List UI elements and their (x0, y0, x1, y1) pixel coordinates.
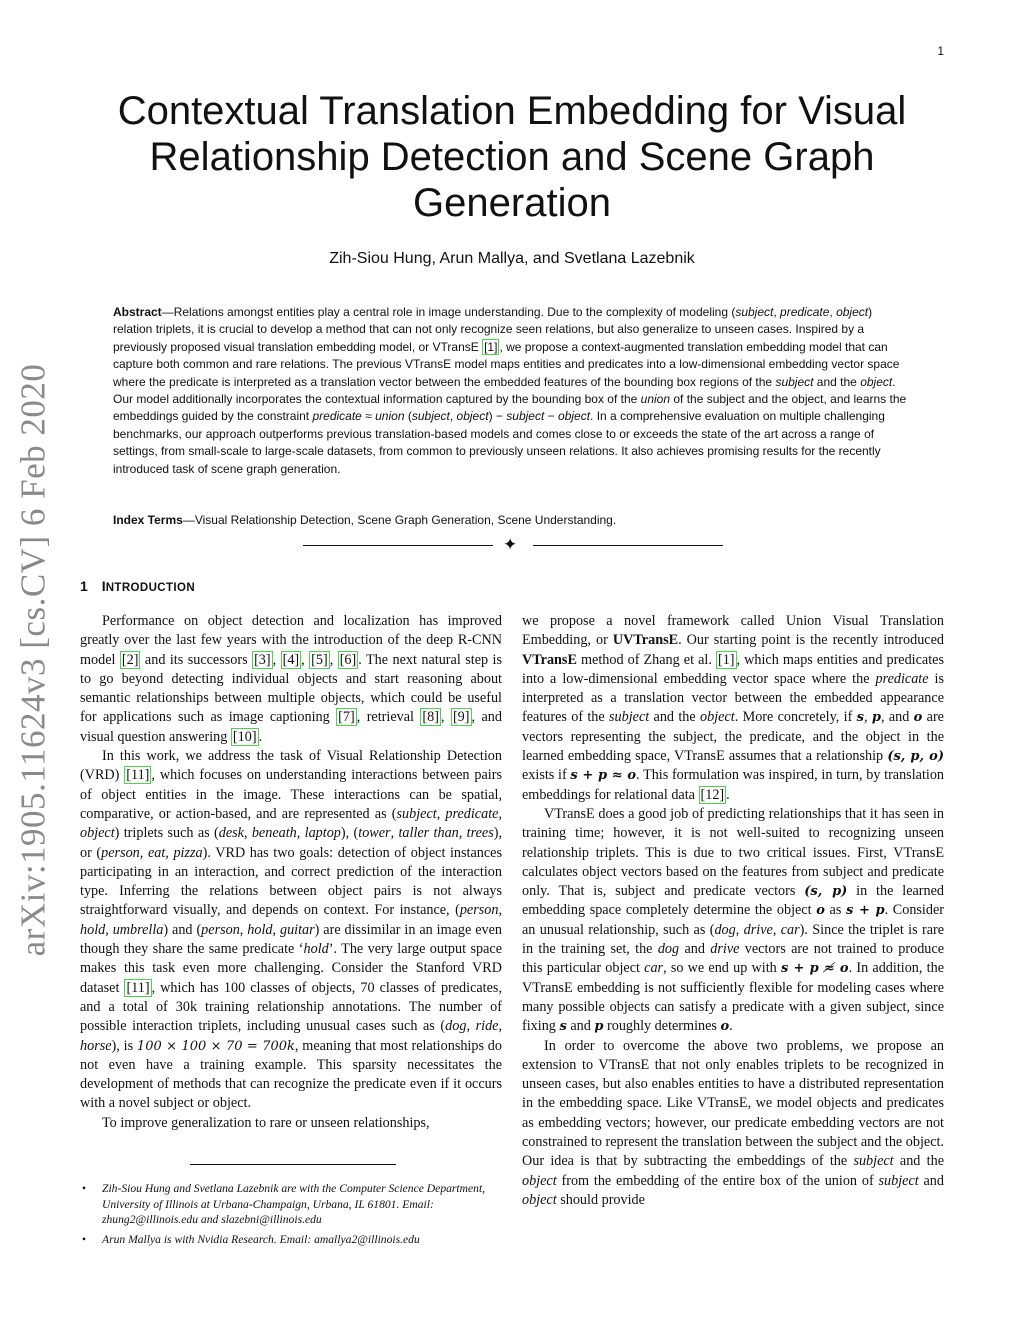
paragraph: VTransE does a good job of predicting relationships that it has seen in training time; however, it is not well-suited to recognizing unseen relationship triplets. This is due to two critical issues. First, VTransE calculates object vectors based on the features from subject and predicate only. That is, subject and predicate vectors (s, p) in the learned embedding space completely determine the object o as s + p. Consider an unusual relationship, such as (dog, drive, car). Since the triplet is rare in the training set, the dog and drive vectors are not trained to produce this particular object car, so we end up with s + p ≉ o. In addition, the VTransE embedding is not sufficiently flexible for modeling cases where many possible objects can satisfy a predicate with a given subject, since fixing s and p roughly determines o. (522, 805, 945, 1035)
index-terms-label: Index Terms (113, 513, 183, 527)
abstract-term: predicate (780, 305, 830, 319)
math-symbol: − (495, 409, 503, 424)
body-text: method of Zhang et al. (576, 651, 716, 668)
body-text: . The next natural step is to go beyond detecting individual objects and start reasoning about semantic relationships between multiple objects, which could be useful for applications such as image captioning (80, 651, 502, 726)
arxiv-identifier: arXiv:1905.11624v3 [cs.CV] 6 Feb 2020 (13, 363, 53, 957)
abstract-label: Abstract (113, 305, 162, 319)
body-text: . This formulation was inspired, in turn, by translation embeddings for relational data (522, 767, 945, 803)
author-list: Zih-Siou Hung, Arun Mallya, and Svetlana Lazebnik (329, 250, 695, 267)
italic-term: desk (218, 825, 244, 842)
italic-term: taller than (398, 825, 459, 842)
abstract-text: . In a comprehensive evaluation on multiple challenging benchmarks, our approach outperforms previous translation-based models and comes close to or exceeds the state of the art across a range of settings, from small-scale to large-scale datasets, from common to previously unseen relations. It also achieves promising results for the recently introduced task of scene graph generation. (113, 409, 885, 476)
citation-link[interactable]: [1] (484, 339, 498, 354)
math-symbol: p (871, 710, 881, 726)
paragraph: To improve generalization to rare or unseen relationships, (102, 1114, 430, 1131)
bold-term: UVTransE (612, 632, 679, 649)
citation-link[interactable]: [6] (339, 651, 357, 668)
body-text: , and (880, 709, 914, 726)
italic-term: subject (853, 1153, 894, 1170)
italic-term: hold (247, 921, 273, 938)
body-text: and the (893, 1153, 944, 1170)
body-text: ), is (111, 1037, 137, 1054)
bold-term: VTransE (522, 651, 577, 668)
abstract-term: union (640, 392, 671, 407)
paragraph: we propose a novel framework called Union Visual Translation Embedding, or UVTransE. Our starting point is the recently introduced VTransE method of Zhang et al. [1] , which maps entities and predicates into a low-dimensional embedding vector space where the predicate is interpreted as a translation vector between the embedded appearance features of the subject and the object. More concretely, if s, p, and o are vectors representing the subject, the predicate, and the object in the learned embedding space, VTransE assumes that a relationship (s, p, o) exists if s + p ≈ o. This formulation was inspired, in turn, by translation embeddings for relational data [12] . (522, 613, 945, 803)
italic-term: dog (714, 921, 736, 938)
footnote-affiliation (80, 1181, 502, 1228)
body-text: ) are dissimilar in an image even though they share the same predicate ‘ (80, 921, 503, 958)
body-text: In this work, we address the task of Visual Relationship Detection (VRD) (80, 748, 502, 784)
citation-link[interactable]: [3] (254, 651, 271, 668)
citation-link[interactable]: [4] (282, 651, 300, 668)
math-symbol: o (720, 1019, 730, 1035)
index-terms (113, 512, 913, 529)
section-number: 1 (80, 578, 88, 594)
italic-term: object (522, 1172, 557, 1189)
footnote-rule (190, 1164, 396, 1165)
right-column (522, 612, 944, 1210)
abstract-text: . Our model additionally incorporates the contextual information captured by the bounding box of the (113, 374, 896, 407)
math-symbol: o (816, 903, 825, 919)
abstract-term: subject (775, 374, 814, 389)
footnote-affiliation (80, 1232, 502, 1248)
body-text: , which maps entities and predicates into a low-dimensional embedding vector space where the (522, 651, 944, 687)
italic-term: drive (743, 921, 773, 938)
italic-term: person (201, 921, 240, 938)
body-text: we propose a novel framework called Union Visual Translation Embedding, or (522, 613, 944, 649)
italic-term: guitar (279, 921, 315, 938)
abstract-text: , we propose a context-augmented translation embedding model that can capture both common and rare relations. The previous VTransE model maps entities and predicates into a low-dimensional embedding vector space where the predicate is interpreted as a translation vector between the embedded features of the bounding box regions of the (113, 339, 900, 389)
body-text: ). Since the triplet is rare in the training set, the (522, 921, 945, 958)
body-text: ) triplets such as ( (114, 825, 219, 842)
abstract-term: object (456, 409, 489, 424)
separator-line (533, 545, 723, 546)
math-symbol: ≈ (365, 409, 372, 424)
body-text: , (440, 709, 451, 726)
body-text: and (679, 941, 711, 958)
body-text: ). VRD has two goals: detection of object instances participating in an interaction, and correct prediction of the interaction type. Inferring the relations between object pairs is not always straightforward visually, and depends on context. For instance, ( (80, 844, 502, 919)
math-symbol: s (559, 1019, 567, 1035)
paragraph (80, 612, 502, 747)
italic-term: car (644, 960, 664, 977)
body-text: and its successors (140, 651, 253, 668)
body-text: , (301, 651, 310, 668)
body-text: . (729, 1018, 733, 1035)
math-expression: s + p ≉ o (780, 961, 849, 977)
body-text: . More concretely, if (734, 709, 857, 726)
math-symbol: o (913, 710, 923, 726)
italic-term: beneath (251, 825, 297, 842)
italic-term: horse (80, 1037, 112, 1054)
citation-link[interactable]: [7] (338, 709, 355, 726)
italic-term: predicate (875, 670, 929, 687)
math-expression: s + p (846, 903, 885, 919)
italic-term: laptop (304, 825, 341, 842)
body-text: , (272, 651, 281, 668)
citation-link[interactable]: [10] (232, 728, 257, 745)
body-text: VTransE does a good job of predicting relationships that it has seen in training time; however, it is not well-suited to recognizing unseen relationship triplets. This is due to two critical issues. First, VTransE calculates object vectors based on the features from subject and predicate only. That is, subject and predicate vectors (522, 805, 944, 900)
italic-term: drive (710, 941, 740, 958)
math-expression: 100 × 100 × 70 = 700k (136, 1038, 295, 1054)
math-symbol: − (547, 409, 555, 424)
paragraph (522, 1037, 944, 1211)
italic-term: dog (445, 1018, 467, 1035)
separator-line (303, 545, 493, 546)
citation-link[interactable]: [11] (126, 767, 150, 784)
italic-term: dog (657, 941, 680, 958)
body-text: ’. The very large output space makes this task even more challenging. Consider the Stanford VRD dataset (80, 941, 502, 996)
bullet-icon: • (82, 1232, 87, 1246)
abstract-term: object (860, 374, 893, 389)
italic-term: object (522, 1191, 557, 1208)
italic-term: person (459, 902, 499, 919)
body-text: , (329, 651, 338, 668)
abstract-text: ) relation triplets, it is crucial to develop a method that can not only recognize seen relations, but also generalize to unseen cases. Inspired by a previously proposed visual translation embedding model, or VTransE (113, 305, 873, 354)
body-text: , which has 100 classes of objects, 70 classes of predicates, and a total of 30k training relationship annotations. The number of possible interaction triplets, including unusual cases such as ( (80, 979, 502, 1035)
footnote-text: Zih-Siou Hung and Svetlana Lazebnik are with the Computer Science Department, University of Illinois at Urbana-Champaign, Urbana, IL 61801. Email: zhung2@illinois.edu and slazebni@illinois.edu (102, 1182, 486, 1226)
citation-link[interactable]: [8] (422, 709, 439, 726)
italic-term: ride (475, 1018, 499, 1035)
italic-term: subject (396, 805, 437, 822)
italic-term: umbrella (112, 921, 164, 938)
body-text: , which focuses on understanding interactions between pairs of object entities in the image. These interactions can be spatial, comparative, or action-based, and are represented as ( (80, 767, 502, 822)
italic-term: hold (303, 941, 329, 958)
page-number: 1 (937, 44, 944, 58)
italic-term: subject (878, 1172, 919, 1189)
math-symbol: p (594, 1019, 604, 1035)
section-separator (303, 535, 723, 555)
abstract-term: object (558, 409, 591, 424)
body-text: vectors are not trained to produce this particular object (522, 941, 944, 977)
body-text: In order to overcome the above two problems, we propose an extension to VTransE that not only enables triplets to be recognized in unseen cases, but also enables entities to have a distributed representation in the embedding space. Like VTransE, we model objects and predicates as embedding vectors; however, our predicate embedding vectors are not constrained to represent the translation between the subject and the object. Our idea is that by subtracting the embeddings of the (522, 1037, 944, 1170)
italic-term: hold (80, 921, 106, 938)
math-expression: (s, p) (804, 884, 848, 900)
body-text: . (726, 786, 730, 803)
abstract-text: and the (813, 374, 861, 389)
body-text: and (918, 1172, 944, 1189)
italic-term: trees (466, 825, 494, 842)
paragraph: In this work, we address the task of Visual Relationship Detection (VRD) [11] , which focuses on understanding interactions between pairs of object entities in the image. These interactions can be spatial, comparative, or action-based, and are represented as (subject, predicate, object) triplets such as (desk, beneath, laptop), (tower, taller than, trees), or (person, eat, pizza). VRD has two goals: detection of object instances participating in an interaction, and correct prediction of the interaction type. Inferring the relations between object pairs is not always straightforward visually, and depends on context. For instance, (person, hold, umbrella) and (person, hold, guitar) are dissimilar in an image even though they share the same predicate ‘hold’. The very large output space makes this task even more challenging. Consider the Stanford VRD dataset [11] , which has 100 classes of objects, 70 classes of predicates, and a total of 30k training relationship annotations. The number of possible interaction triplets, including unusual cases such as (dog, ride, horse), is 100 × 100 × 70 = 700k, meaning that most relationships do not even have a training example. This sparsity necessitates the development of methods that can recognize the predicate even if it occurs with a novel subject or object. (80, 748, 503, 1112)
body-text: are vectors representing the subject, the predicate, and the object in the learned embedding space, VTransE assumes that a relationship (522, 709, 944, 765)
italic-term: pizza (173, 844, 203, 861)
body-text: is interpreted as a translation vector between the embedded appearance features of the (522, 670, 944, 726)
body-text: roughly determines (603, 1018, 721, 1035)
math-symbol: s (856, 710, 864, 726)
italic-term: predicate (445, 805, 499, 822)
body-text: , retrieval (356, 709, 421, 726)
italic-term: eat (147, 844, 166, 861)
body-text: should provide (556, 1191, 645, 1208)
citation-link[interactable]: [1] (717, 651, 735, 668)
footnotes (80, 1181, 502, 1251)
body-text: as (824, 902, 846, 919)
section-title-initial: I (101, 578, 106, 594)
abstract-term: subject (506, 409, 545, 424)
italic-term: tower (358, 825, 391, 842)
body-text: . (258, 728, 263, 745)
abstract-term: union (375, 409, 405, 424)
body-text: , and visual question answering (80, 709, 502, 745)
left-column (80, 612, 502, 1133)
math-expression: (s, p, o) (887, 749, 944, 765)
body-text: , so we end up with (663, 960, 781, 977)
italic-term: car (780, 921, 800, 938)
body-text: . Consider an unusual relationship, such as ( (522, 902, 944, 938)
citation-link[interactable]: [5] (311, 651, 328, 668)
abstract-text: —Relations amongst entities play a central role in image understanding. Due to the complexity of modeling ( (161, 305, 736, 319)
abstract-term: subject (735, 305, 774, 319)
italic-term: person (101, 844, 140, 861)
abstract-term: subject (411, 409, 450, 424)
paper-title: Contextual Translation Embedding for Visual Relationship Detection and Scene Graph Generation (117, 89, 907, 225)
abstract-text: of the subject and the object, and learns the embeddings guided by the constraint (113, 392, 907, 424)
body-text: from the embedding of the entire box of the union of (556, 1172, 879, 1189)
abstract-term: predicate (312, 409, 362, 424)
abstract: Abstract—Relations amongst entities play a central role in image understanding. Due to the complexity of modeling (subject, predicate, object) relation triplets, it is crucial to develop a method that can not only recognize seen relations, but also generalize to unseen cases. Inspired by a previously proposed visual translation embedding model, or VTransE [1] , we propose a context-augmented translation embedding model that can capture both common and rare relations. The previous VTransE model maps entities and predicates into a low-dimensional embedding vector space where the predicate is interpreted as a translation vector between the embedded features of the bounding box regions of the subject and the object. Our model additionally incorporates the contextual information captured by the bounding box of the union of the subject and the object, and learns the embeddings guided by the constraint predicate ≈ union (subject, object) − subject − object. In a comprehensive evaluation on multiple challenging benchmarks, our approach outperforms previous translation-based models and comes close to or exceeds the state of the art across a range of settings, from small-scale to large-scale datasets, from common to previously unseen relations. It also achieves promising results for the recently introduced task of scene graph generation. (113, 305, 907, 476)
italic-term: object (80, 825, 115, 842)
index-terms-text: —Visual Relationship Detection, Scene Graph Generation, Scene Understanding. (182, 513, 617, 527)
citation-link[interactable]: [2] (121, 651, 139, 668)
citation-link[interactable]: [9] (452, 709, 470, 726)
citation-link[interactable]: [11] (126, 979, 150, 996)
abstract-term: object (836, 305, 869, 319)
footnote-text: Arun Mallya is with Nvidia Research. Email: amallya2@illinois.edu (102, 1232, 420, 1246)
section-heading (80, 578, 195, 594)
body-text: , meaning that most relationships do not even have a training example. This sparsity necessitates the development of methods that can recognize the predicate even if it occurs with a novel subject or object. (80, 1037, 502, 1112)
italic-term: subject (609, 709, 650, 726)
math-expression: s + p ≈ o (570, 768, 637, 784)
body-text: . In addition, the VTransE embedding is not sufficiently flexible for modeling cases where many possible objects can satisfy a predicate with a given subject, since fixing (522, 960, 944, 1035)
citation-link[interactable]: [12] (700, 786, 725, 803)
body-text: Performance on object detection and localization has improved greatly over the last few years with the introduction of the deep R-CNN model (80, 613, 502, 668)
body-text: and (566, 1018, 595, 1035)
arxiv-stamp (6, 360, 60, 960)
separator-diamond-icon: ✦ (503, 535, 518, 555)
body-text: . Our starting point is the recently introduced (678, 632, 944, 649)
section-title-rest: NTRODUCTION (105, 582, 196, 594)
body-text: in the learned embedding space completely determine the object (522, 883, 944, 919)
body-text: exists if (522, 767, 571, 784)
italic-term: object (700, 709, 735, 726)
body-text: and the (649, 709, 701, 726)
bullet-icon: • (82, 1182, 87, 1195)
